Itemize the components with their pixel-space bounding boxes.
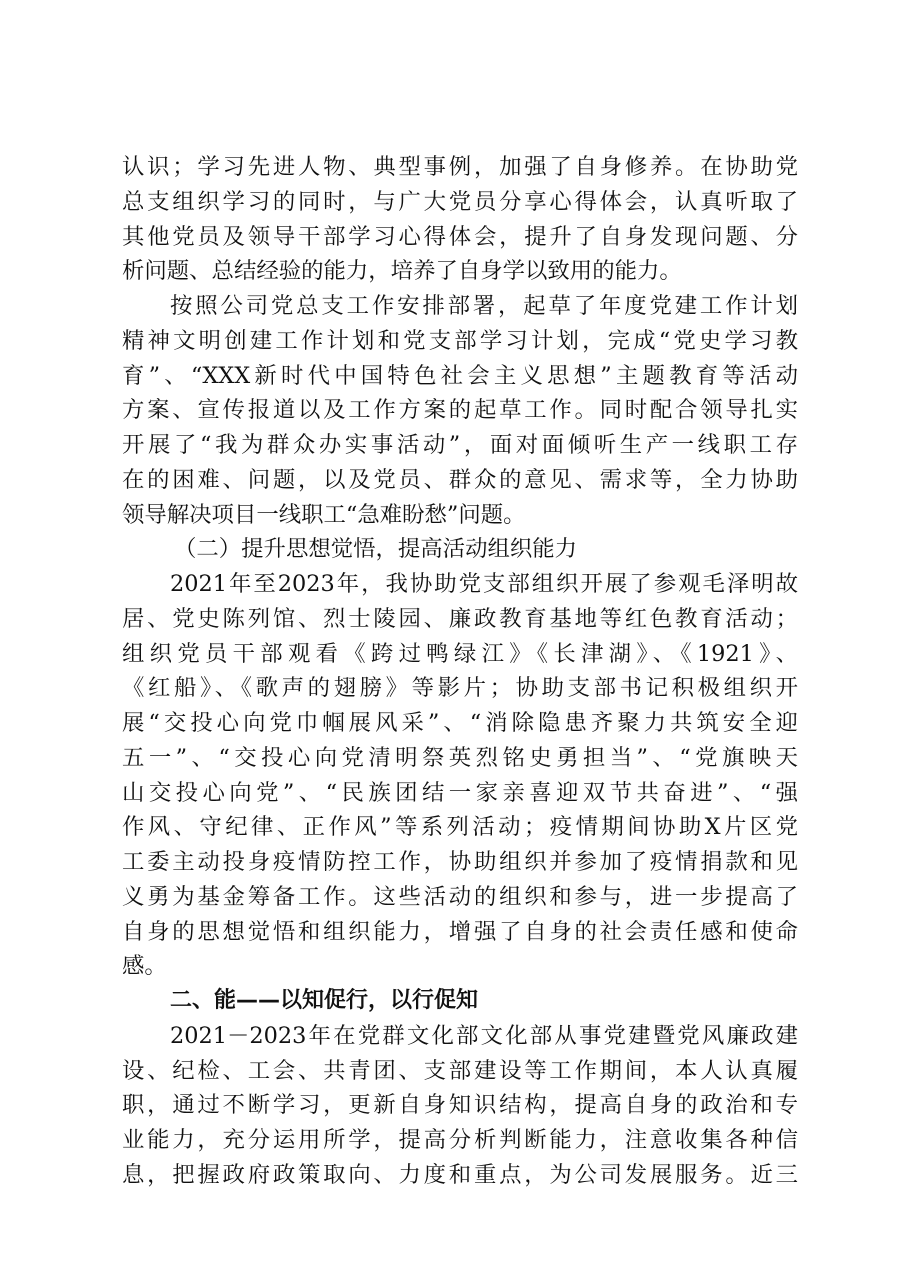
paragraph-line: 职，通过不断学习，更新自身知识结构，提高自身的政治和专: [122, 1092, 798, 1119]
paragraph-line: 2021年至2023年，我协助党支部组织开展了参观毛泽明故: [170, 571, 798, 597]
paragraph-line: 其他党员及领导干部学习心得体会，提升了自身发现问题、分: [122, 223, 798, 250]
paragraph-line: 自身的思想觉悟和组织能力，增强了自身的社会责任感和使命: [122, 918, 798, 945]
paragraph-line: 作风、守纪律、正作风”等系列活动；疫情期间协助X片区党: [122, 814, 798, 841]
paragraph-line: 开展了“我为群众办实事活动”，面对面倾听生产一线职工存: [122, 432, 798, 458]
paragraph-line: 展“交投心向党巾帼展风采”、“消除隐患齐聚力共筑安全迎: [122, 710, 798, 736]
paragraph-line: 在的困难、问题，以及党员、群众的意见、需求等，全力协助: [122, 466, 798, 493]
paragraph-line: 息，把握政府政策取向、力度和重点，为公司发展服务。近三: [122, 1161, 798, 1188]
paragraph-line: 感。: [122, 953, 167, 980]
paragraph-line: 义勇为基金筹备工作。这些活动的组织和参与，进一步提高了: [122, 883, 798, 910]
paragraph-line: 领导解决项目一线职工“急难盼愁”问题。: [122, 501, 526, 528]
paragraph-line: 《红船》、《歌声的翅膀》等影片；协助支部书记积极组织开: [122, 675, 798, 702]
paragraph-line: 工委主动投身疫情防控工作，协助组织并参加了疫情捐款和见: [122, 849, 798, 875]
paragraph-line: 认识；学习先进人物、典型事例，加强了自身修养。在协助党: [122, 154, 798, 180]
paragraph-line: 总支组织学习的同时，与广大党员分享心得体会，认真听取了: [122, 188, 798, 215]
paragraph-line: 居、党史陈列馆、烈士陵园、廉政教育基地等红色教育活动；: [122, 605, 798, 632]
paragraph-line: 设、纪检、工会、共青团、支部建设等工作期间，本人认真履: [122, 1057, 798, 1084]
subheading: （二）提升思想觉悟，提高活动组织能力: [174, 536, 578, 563]
paragraph-line: 山交投心向党”、“民族团结一家亲喜迎双节共奋进”、“强: [122, 779, 798, 806]
paragraph-line: 按照公司党总支工作安排部署，起草了年度党建工作计划: [170, 293, 798, 319]
paragraph-line: 业能力，充分运用所学，提高分析判断能力，注意收集各种信: [122, 1127, 798, 1153]
section-heading: 二、能——以知促行，以行促知: [170, 988, 479, 1013]
paragraph-line: 析问题、总结经验的能力，培养了自身学以致用的能力。: [122, 258, 682, 285]
paragraph-line: 五一”、“交投心向党清明祭英烈铭史勇担当”、“党旗映天: [122, 744, 798, 771]
paragraph-line: 育”、“XXX新时代中国特色社会主义思想”主题教育等活动: [122, 362, 798, 389]
paragraph-line: 方案、宣传报道以及工作方案的起草工作。同时配合领导扎实: [122, 397, 798, 424]
paragraph-line: 组织党员干部观看《跨过鸭绿江》《长津湖》、《1921》、: [122, 640, 798, 667]
document-body: [122, 150, 798, 1193]
paragraph-line: 2021－2023年在党群文化部文化部从事党建暨党风廉政建: [170, 1022, 798, 1049]
paragraph-line: 精神文明创建工作计划和党支部学习计划，完成“党史学习教: [122, 327, 798, 354]
